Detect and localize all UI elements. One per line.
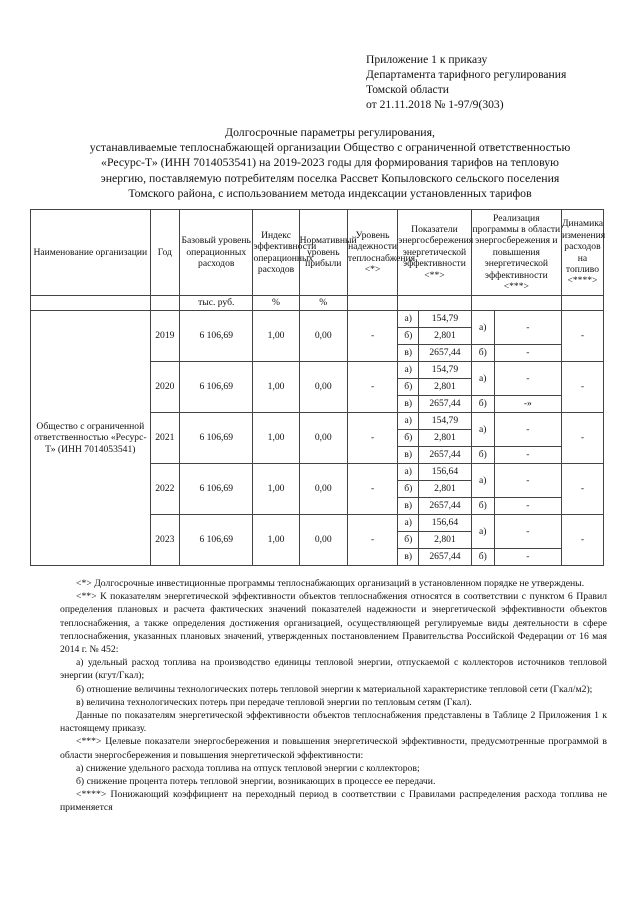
energy-label-b: б) bbox=[398, 430, 419, 447]
dynamics-cell: - bbox=[561, 515, 603, 566]
energy-label-a: а) bbox=[398, 362, 419, 379]
reliability-cell: - bbox=[347, 311, 397, 362]
efficiency-index-cell: 1,00 bbox=[253, 362, 299, 413]
reliability-cell: - bbox=[347, 515, 397, 566]
energy-label-a: а) bbox=[398, 464, 419, 481]
program-value-b: - bbox=[494, 549, 561, 566]
reliability-cell: - bbox=[347, 413, 397, 464]
header-dynamics: Динамика изменения расходов на топливо <****> bbox=[561, 210, 603, 296]
energy-label-c: в) bbox=[398, 549, 419, 566]
title-line-4: энергию, поставляемую потребителям поселка Рассвет Копыловского сельского поселения bbox=[100, 170, 560, 185]
footnote-2c: в) величина технологических потерь при передаче тепловой энергии по тепловым сетям (Гкал). bbox=[76, 696, 472, 708]
base-expenses-cell: 6 106,69 bbox=[180, 362, 253, 413]
energy-value-c: 2657,44 bbox=[419, 345, 471, 362]
energy-label-a: а) bbox=[398, 311, 419, 328]
program-value-a: - bbox=[494, 311, 561, 345]
footnote-2a: а) удельный расход топлива на производство единицы тепловой энергии, отпускаемой с коллекторов источников тепловой энергии (кгут/Гкал); bbox=[60, 657, 607, 682]
dynamics-cell: - bbox=[561, 413, 603, 464]
units-row bbox=[31, 296, 604, 311]
header-reliability: Уровень надежности теплоснабжения <*> bbox=[347, 210, 397, 296]
program-label-a: а) bbox=[471, 311, 494, 345]
energy-label-c: в) bbox=[398, 447, 419, 464]
appendix-line-3: Томской области bbox=[366, 83, 449, 96]
dynamics-cell: - bbox=[561, 464, 603, 515]
title-line-2: устанавливаемые теплоснабжающей организации Общество с ограниченной ответственностью bbox=[89, 140, 571, 155]
program-value-b: -» bbox=[494, 396, 561, 413]
appendix-line-4: от 21.11.2018 № 1-97/9(303) bbox=[366, 98, 504, 111]
dynamics-cell: - bbox=[561, 362, 603, 413]
footnotes bbox=[60, 577, 607, 815]
energy-value-a: 154,79 bbox=[419, 311, 471, 328]
profit-level-cell: 0,00 bbox=[299, 413, 347, 464]
efficiency-index-cell: 1,00 bbox=[253, 413, 299, 464]
energy-value-c: 2657,44 bbox=[419, 549, 471, 566]
footnote-3a: а) снижение удельного расхода топлива на отпуск тепловой энергии с коллекторов; bbox=[76, 762, 420, 774]
appendix-line-1: Приложение 1 к приказу bbox=[366, 53, 488, 66]
program-label-b: б) bbox=[471, 498, 494, 515]
year-cell: 2021 bbox=[150, 413, 179, 464]
energy-label-b: б) bbox=[398, 328, 419, 345]
title-line-3: «Ресурс-Т» (ИНН 7014053541) на 2019-2023 годы для формирования тарифов на тепловую bbox=[101, 155, 559, 170]
profit-level-cell: 0,00 bbox=[299, 464, 347, 515]
footnote-1: <*> Долгосрочные инвестиционные программы теплоснабжающих организаций в установленном порядке не утверждены. bbox=[76, 578, 585, 589]
year-cell: 2022 bbox=[150, 464, 179, 515]
energy-value-c: 2657,44 bbox=[419, 498, 471, 515]
program-label-b: б) bbox=[471, 345, 494, 362]
reliability-cell: - bbox=[347, 362, 397, 413]
program-value-a: - bbox=[494, 515, 561, 549]
energy-value-a: 154,79 bbox=[419, 362, 471, 379]
base-expenses-cell: 6 106,69 bbox=[180, 515, 253, 566]
base-expenses-cell: 6 106,69 bbox=[180, 311, 253, 362]
energy-value-a: 156,64 bbox=[419, 464, 471, 481]
program-label-a: а) bbox=[471, 515, 494, 549]
footnote-3b: б) снижение процента потерь тепловой энергии, возникающих в процессе ее передачи. bbox=[76, 776, 436, 788]
efficiency-index-cell: 1,00 bbox=[253, 464, 299, 515]
program-label-b: б) bbox=[471, 396, 494, 413]
unit-base: тыс. руб. bbox=[180, 296, 253, 311]
footnote-3: <***> Целевые показатели энергосбережения и повышения энергетической эффективности, предусмотренные программой в области энергосбережения и повышения энергетической эффективности: bbox=[60, 736, 607, 761]
energy-value-b: 2,801 bbox=[419, 532, 471, 549]
energy-label-b: б) bbox=[398, 481, 419, 498]
header-year: Год bbox=[150, 210, 179, 296]
header-index: Индекс эффективности операционных расходов bbox=[253, 210, 299, 296]
energy-value-b: 2,801 bbox=[419, 328, 471, 345]
title-line-1: Долгосрочные параметры регулирования, bbox=[225, 125, 435, 139]
energy-label-c: в) bbox=[398, 396, 419, 413]
energy-label-b: б) bbox=[398, 532, 419, 549]
unit-index: % bbox=[253, 296, 299, 311]
table-row bbox=[31, 311, 604, 328]
profit-level-cell: 0,00 bbox=[299, 311, 347, 362]
energy-value-c: 2657,44 bbox=[419, 447, 471, 464]
unit-profit: % bbox=[299, 296, 347, 311]
appendix-line-2: Департамента тарифного регулирования bbox=[366, 68, 567, 81]
base-expenses-cell: 6 106,69 bbox=[180, 464, 253, 515]
efficiency-index-cell: 1,00 bbox=[253, 311, 299, 362]
program-value-b: - bbox=[494, 447, 561, 464]
header-energy: Показатели энергосбережения энергетической эффективности <**> bbox=[398, 210, 471, 296]
program-value-a: - bbox=[494, 362, 561, 396]
base-expenses-cell: 6 106,69 bbox=[180, 413, 253, 464]
program-label-a: а) bbox=[471, 464, 494, 498]
parameters-table bbox=[30, 209, 604, 566]
energy-value-a: 154,79 bbox=[419, 413, 471, 430]
organization-name-cell: Общество с ограниченной ответственностью «Ресурс-Т» (ИНН 7014053541) bbox=[31, 311, 151, 566]
program-label-a: а) bbox=[471, 362, 494, 396]
title-line-5: Томского района, с использованием метода индексации установленных тарифов bbox=[128, 185, 532, 200]
program-value-a: - bbox=[494, 413, 561, 447]
energy-label-a: а) bbox=[398, 515, 419, 532]
header-org: Наименование организации bbox=[31, 210, 151, 296]
program-label-b: б) bbox=[471, 447, 494, 464]
energy-label-c: в) bbox=[398, 345, 419, 362]
footnote-2b: б) отношение величины технологических потерь тепловой энергии к материальной характеристике тепловой сети (Гкал/м2); bbox=[76, 683, 593, 695]
profit-level-cell: 0,00 bbox=[299, 362, 347, 413]
program-label-b: б) bbox=[471, 549, 494, 566]
program-value-a: - bbox=[494, 464, 561, 498]
program-value-b: - bbox=[494, 345, 561, 362]
year-cell: 2020 bbox=[150, 362, 179, 413]
energy-value-b: 2,801 bbox=[419, 379, 471, 396]
document-title bbox=[40, 125, 620, 201]
energy-label-c: в) bbox=[398, 498, 419, 515]
dynamics-cell: - bbox=[561, 311, 603, 362]
profit-level-cell: 0,00 bbox=[299, 515, 347, 566]
appendix-header bbox=[366, 52, 566, 112]
footnote-4: <****> Понижающий коэффициент на переходный период в соответствии с Правилами распределения расхода топлива не применяется bbox=[60, 789, 607, 814]
footnote-2d: Данные по показателям энергетической эффективности объектов теплоснабжения представлены в Таблице 2 Приложения 1 к настоящему приказу. bbox=[60, 710, 607, 735]
year-cell: 2023 bbox=[150, 515, 179, 566]
header-base: Базовый уровень операционных расходов bbox=[180, 210, 253, 296]
energy-label-a: а) bbox=[398, 413, 419, 430]
energy-value-a: 156,64 bbox=[419, 515, 471, 532]
energy-label-b: б) bbox=[398, 379, 419, 396]
reliability-cell: - bbox=[347, 464, 397, 515]
energy-value-b: 2,801 bbox=[419, 430, 471, 447]
footnote-2: <**> К показателям энергетической эффективности объектов теплоснабжения относятся в соответствии с пунктом 6 Правил определения плановых и расчета фактических значений показателей надежности и энергетической эффективности объектов теплоснабжения, а также определения достижения организацией, осуществляющей регулируемые виды деятельности в сфере теплоснабжения, указанных плановых значений, утвержденных постановлением Правительства Российской Федерации от 16 мая 2014 г. № 452: bbox=[60, 591, 607, 656]
header-program: Реализация программы в области энергосбережения и повышения энергетической эффективности <***> bbox=[471, 210, 561, 296]
header-profit: Нормативный уровень прибыли bbox=[299, 210, 347, 296]
energy-value-c: 2657,44 bbox=[419, 396, 471, 413]
energy-value-b: 2,801 bbox=[419, 481, 471, 498]
efficiency-index-cell: 1,00 bbox=[253, 515, 299, 566]
header-row bbox=[31, 210, 604, 296]
year-cell: 2019 bbox=[150, 311, 179, 362]
program-label-a: а) bbox=[471, 413, 494, 447]
program-value-b: - bbox=[494, 498, 561, 515]
